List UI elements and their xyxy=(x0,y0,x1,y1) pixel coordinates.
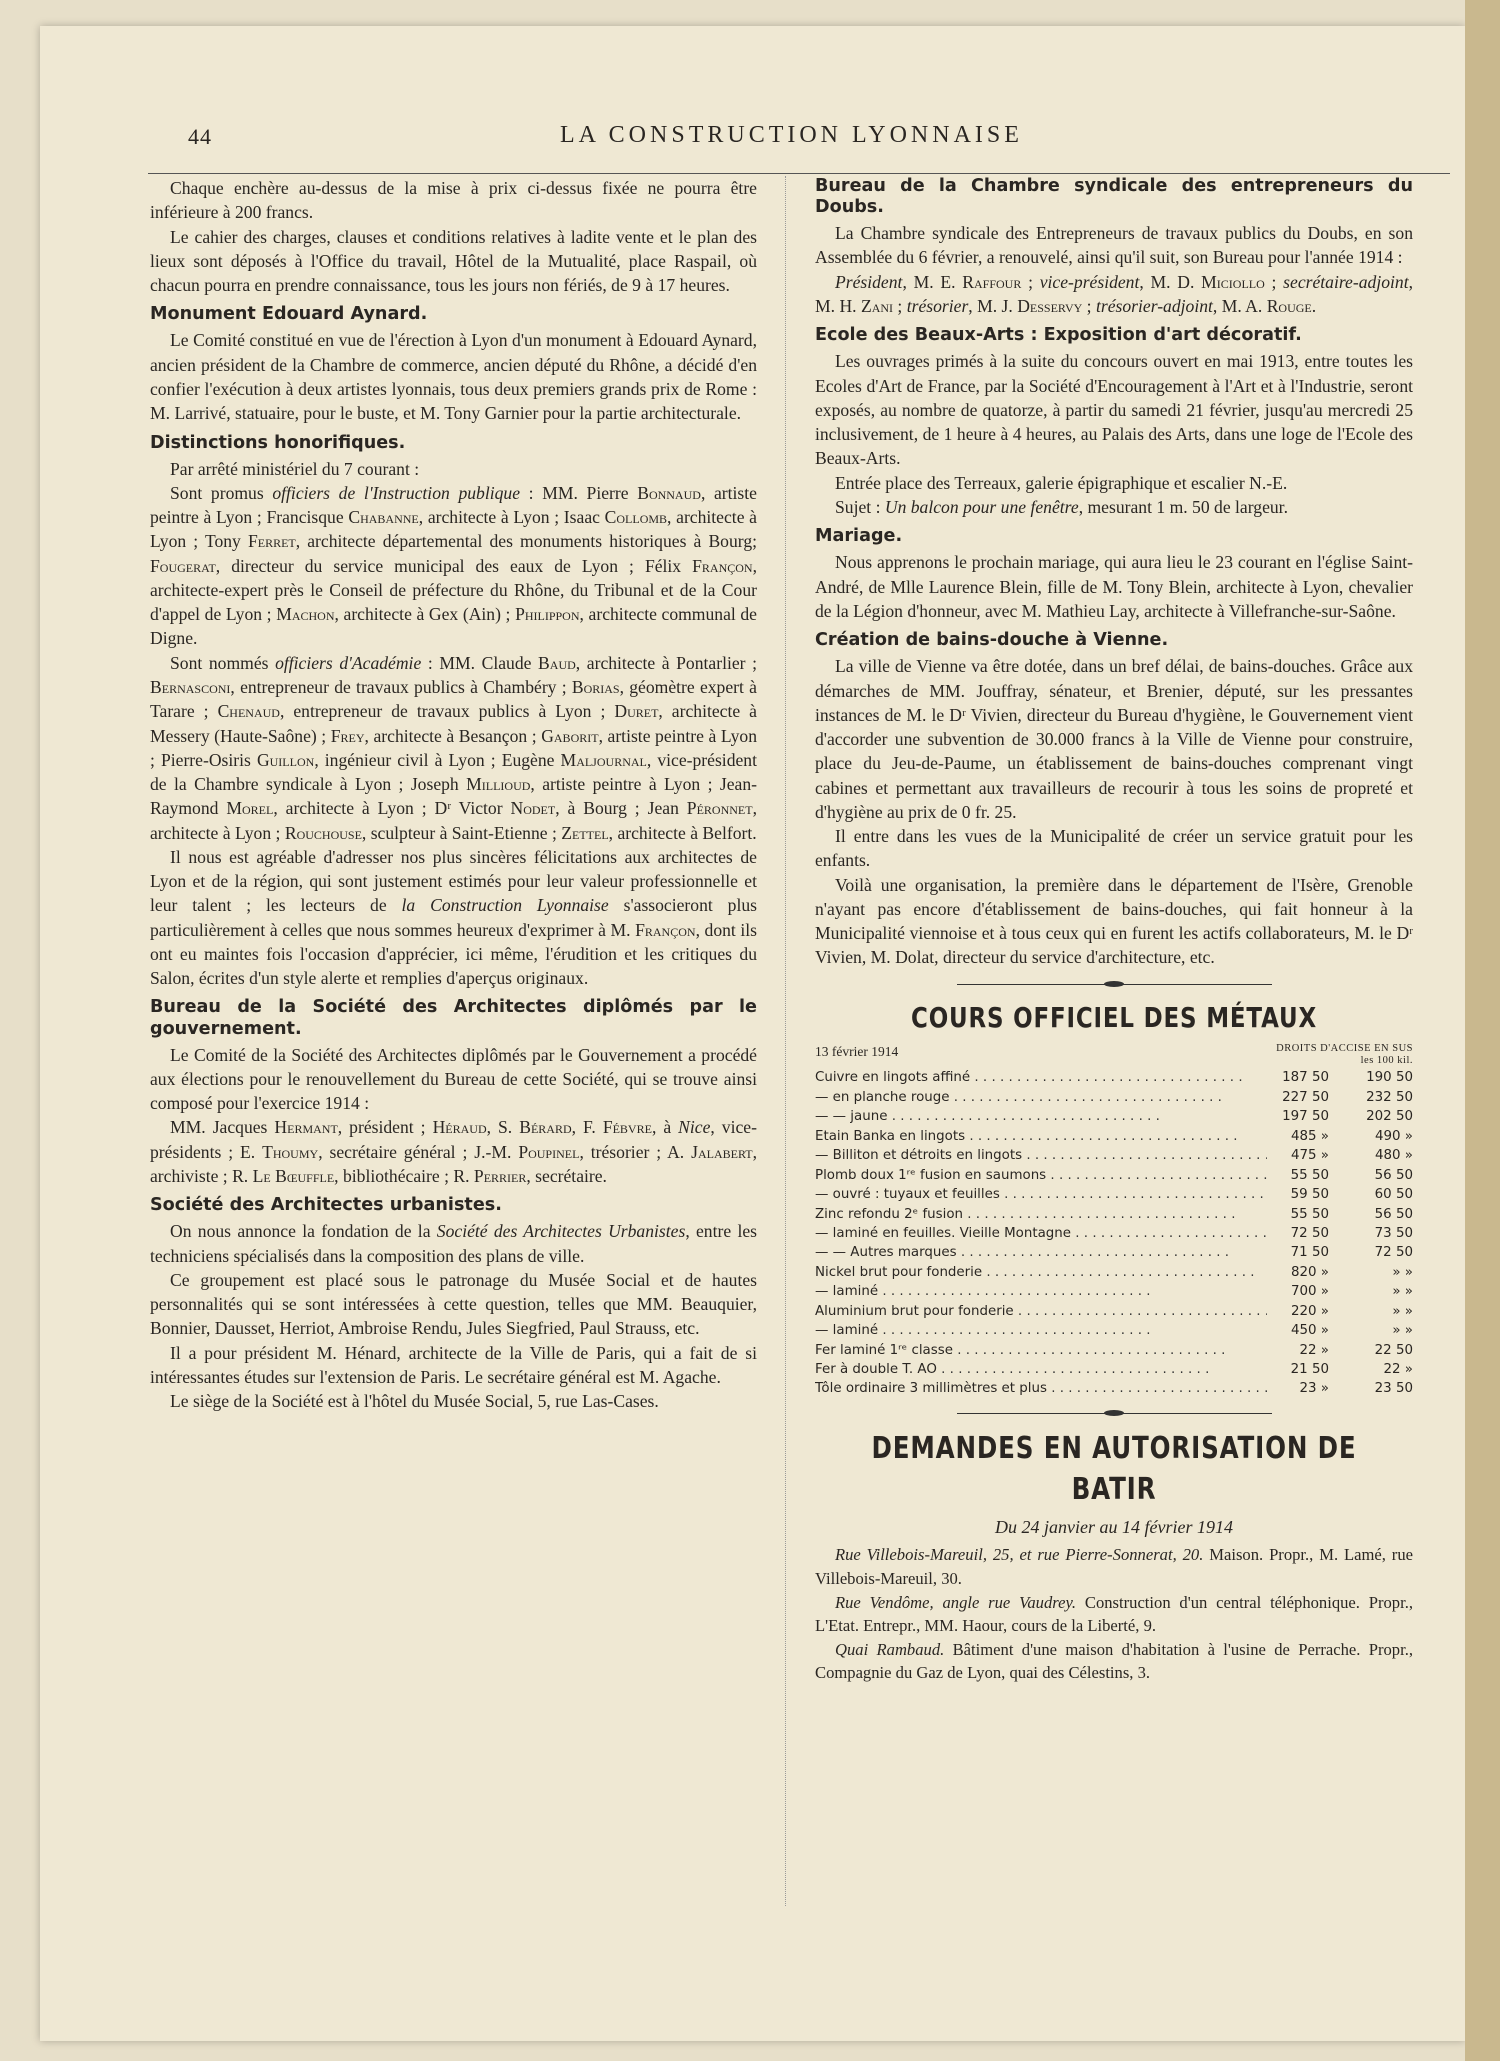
permit-entry: Rue Villebois-Mareuil, 25, et rue Pierre-Sonnerat, 20. Maison. Propr., M. Lamé, rue Villebois-Mareuil, 30. xyxy=(815,1545,1413,1589)
journal-title: LA CONSTRUCTION LYONNAISE xyxy=(560,122,1023,148)
metal-row xyxy=(815,1146,1413,1165)
metal-price: 475 » xyxy=(1290,1148,1329,1164)
ornamental-rule xyxy=(957,984,1272,985)
permit-entry: Quai Rambaud. Bâtiment d'une maison d'habitation à l'usine de Perrache. Propr., Compagnie du Gaz de Lyon, quai des Célestins, 3. xyxy=(815,1639,1414,1683)
paragraph-nommes: Sont nommés officiers d'Académie : MM. Claude Baud, architecte à Pontarlier ; Bernasconi, entrepreneur de travaux publics à Chambéry ; Borias, géomètre expert à Tarare ; Chenaud, entrepreneur de travaux publics à Lyon ; Duret, architecte à Messery (Haute-Saône) ; Frey, architecte à Besançon ; Gaborit, artiste peintre à Lyon ; Pierre-Osiris Guillon, ingénieur civil à Lyon ; Eugène Maljournal, vice-président de la Chambre syndicale à Lyon ; Joseph Millioud, artiste peintre à Lyon ; Jean-Raymond Morel, architecte à Lyon ; Dʳ Victor Nodet, à Bourg ; Jean Péronnet, architecte à Lyon ; Rouchouse, sculpteur à Saint-Etienne ; Zettel, architecte à Belfort. xyxy=(150,652,757,843)
metal-name: Cuivre en lingots affiné . . . xyxy=(815,1068,1267,1087)
paragraph: Par arrêté ministériel du 7 courant : xyxy=(170,458,420,479)
section-heading: Bureau de la Chambre syndicale des entrepreneurs du Doubs. xyxy=(815,176,1413,218)
paragraph: La ville de Vienne va être dotée, dans un bref délai, de bains-douches. Grâce aux démarches de MM. Jouffray, sénateur, et Brenier, député, sur les pressantes instances de M. le Dʳ Vivien, directeur du Bureau d'hygiène, le Gouvernement vient d'accorder une subvention de 30.000 francs à la Ville de Vienne pour construire, place du Jeu-de-Paume, un établissement de bains-douches comprenant vingt cabines et permettant aux travailleurs de recourir à tous les soins de propreté et d'hygiène au prix de 0 fr. 25. xyxy=(815,656,1413,822)
paragraph: Il a pour président M. Hénard, architecte de la Ville de Paris, qui a fait de si intéressantes études sur l'extension de Paris. Le secrétaire général est M. Agache. xyxy=(150,1342,757,1387)
permits-list xyxy=(815,1543,1413,1684)
metal-price-with-duty: 490 » xyxy=(1374,1128,1413,1144)
metal-name: — ouvré : tuyaux et feuilles . . . xyxy=(815,1185,1267,1204)
paragraph: Voilà une organisation, la première dans le département de l'Isère, Grenoble n'ayant pas encore d'établissement de bains-douches, qui fait honneur à la Municipalité viennoise et à tous ceux qui en furent les actifs collaborateurs, M. le Dʳ Vivien, M. Dolat, directeur du service d'architecture, etc. xyxy=(815,874,1413,968)
metal-price: 485 » xyxy=(1290,1128,1329,1144)
metal-name: — — Autres marques . . . xyxy=(815,1243,1267,1262)
metal-price-with-duty: 480 » xyxy=(1374,1148,1413,1164)
paragraph: Le cahier des charges, clauses et conditions relatives à ladite vente et le plan des lieux sont déposés à l'Office du travail, Hôtel de la Mutualité, place Raspail, où chacun pourra en prendre connaissance, tous les jours non fériés, de 9 à 17 heures. xyxy=(150,226,757,296)
metal-name: Tôle ordinaire 3 millimètres et plus . . . xyxy=(815,1379,1267,1398)
paragraph: Le Comité de la Société des Architectes diplômés par le Gouvernement a procédé aux élections pour le renouvellement du Bureau de cette Société, qui se trouve ainsi composé pour l'exercice 1914 : xyxy=(150,1044,757,1114)
metal-price-with-duty: 72 50 xyxy=(1374,1245,1413,1261)
metal-price: 450 » xyxy=(1290,1323,1329,1339)
metals-date: 13 février 1914 xyxy=(815,1044,899,1060)
metal-name: — — jaune . . . xyxy=(815,1107,1267,1126)
metal-price: 700 » xyxy=(1290,1284,1329,1300)
header-rule xyxy=(148,173,1450,174)
metal-row xyxy=(815,1127,1413,1146)
metal-row xyxy=(815,1107,1413,1126)
metal-price-with-duty: 190 50 xyxy=(1366,1070,1413,1086)
page-number: 44 xyxy=(188,124,212,149)
metal-row xyxy=(815,1205,1413,1224)
metal-price-with-duty: » » xyxy=(1392,1303,1413,1319)
metal-name: Nickel brut pour fonderie . . . xyxy=(815,1263,1267,1282)
metal-row xyxy=(815,1341,1413,1360)
paragraph: Sujet : Un balcon pour une fenêtre, mesurant 1 m. 50 de largeur. xyxy=(835,496,1288,517)
paragraph: Nous apprenons le prochain mariage, qui aura lieu le 23 courant en l'église Saint-André, de Mlle Laurence Blein, fille de M. Tony Blein, architecte à Lyon, chevalier de la Légion d'honneur, avec M. Mathieu Lay, architecte à Villefranche-sur-Saône. xyxy=(815,552,1413,621)
paragraph-doubs-bureau: Président, M. E. Raffour ; vice-président, M. D. Miciollo ; secrétaire-adjoint, M. H. Zani ; trésorier, M. J. Desservy ; trésorier-adjoint, M. A. Rouge. xyxy=(815,271,1413,317)
paragraph: On nous annonce la fondation de la Société des Architectes Urbanistes, entre les techniciens spécialisés dans la composition des plans de ville. xyxy=(150,1221,757,1266)
metal-row xyxy=(815,1243,1413,1262)
metal-price-with-duty: 60 50 xyxy=(1374,1187,1413,1203)
paragraph: La Chambre syndicale des Entrepreneurs de travaux publics du Doubs, en son Assemblée du 6 février, a renouvelé, ainsi qu'il suit, son Bureau pour l'année 1914 : xyxy=(815,223,1413,268)
metal-price: 22 » xyxy=(1299,1342,1329,1358)
paragraph: Chaque enchère au-dessus de la mise à prix ci-dessus fixée ne pourra être inférieure à 200 francs. xyxy=(150,178,757,223)
metal-price: 187 50 xyxy=(1282,1070,1329,1086)
section-heading: Création de bains-douche à Vienne. xyxy=(815,630,1169,651)
metal-price: 72 50 xyxy=(1290,1225,1329,1241)
metal-name: Etain Banka en lingots . . . xyxy=(815,1127,1267,1146)
metal-name: — Billiton et détroits en lingots . . . xyxy=(815,1146,1267,1165)
paragraph: Ce groupement est placé sous le patronage du Musée Social et de hautes personnalités qui se sont intéressées à cette question, telles que MM. Beauquier, Bonnier, Dausset, Herriot, Ambroise Rendu, Jules Siegfried, Paul Strauss, etc. xyxy=(150,1269,757,1339)
metal-name: — laminé en feuilles. Vieille Montagne . . . xyxy=(815,1224,1267,1243)
metal-name: — en planche rouge . . . xyxy=(815,1088,1267,1107)
metal-row xyxy=(815,1068,1413,1087)
metal-row xyxy=(815,1360,1413,1379)
paragraph-bureau: MM. Jacques Hermant, président ; Héraud, S. Bérard, F. Fébvre, à Nice, vice-présidents ; E. Thoumy, secrétaire général ; J.-M. Poupinel, trésorier ; A. Jalabert, archiviste ; R. Le Bœuffle, bibliothécaire ; R. Perrier, secrétaire. xyxy=(150,1117,757,1186)
metal-name: Fer à double T. AO . . . xyxy=(815,1360,1267,1379)
metal-price-with-duty: 56 50 xyxy=(1374,1167,1413,1183)
metals-table xyxy=(815,1068,1413,1398)
metal-row xyxy=(815,1379,1413,1398)
binding-edge xyxy=(1465,0,1500,2061)
metal-name: Aluminium brut pour fonderie . . . xyxy=(815,1302,1267,1321)
metal-price: 220 » xyxy=(1290,1303,1329,1319)
metal-price-with-duty: 73 50 xyxy=(1374,1225,1413,1241)
permits-date-range: Du 24 janvier au 14 février 1914 xyxy=(995,1516,1233,1537)
right-column xyxy=(815,176,1413,1685)
metals-column-head: DROITS D'ACCISE EN SUS les 100 kil. xyxy=(1276,1043,1413,1066)
metal-price-with-duty: » » xyxy=(1392,1323,1413,1339)
column-rule xyxy=(785,176,786,1906)
section-heading: Monument Edouard Aynard. xyxy=(150,304,428,325)
paragraph: Entrée place des Terreaux, galerie épigraphique et escalier N.-E. xyxy=(835,472,1288,493)
metal-price: 820 » xyxy=(1290,1264,1329,1280)
metal-price: 227 50 xyxy=(1282,1089,1329,1105)
metal-price: 197 50 xyxy=(1282,1109,1329,1125)
metal-price-with-duty: 56 50 xyxy=(1374,1206,1413,1222)
section-heading: Ecole des Beaux-Arts : Exposition d'art décoratif. xyxy=(815,325,1302,346)
section-heading: Bureau de la Société des Architectes diplômés par le gouvernement. xyxy=(150,997,757,1039)
metal-name: Zinc refondu 2ᵉ fusion . . . xyxy=(815,1205,1267,1224)
metal-price-with-duty: 23 50 xyxy=(1374,1381,1413,1397)
left-column xyxy=(150,176,757,1414)
metal-row xyxy=(815,1282,1413,1301)
metal-price: 59 50 xyxy=(1290,1187,1329,1203)
ornamental-rule xyxy=(957,1413,1272,1414)
paragraph-felicitations: Il nous est agréable d'adresser nos plus sincères félicitations aux architectes de Lyon et de la région, qui sont justement estimés pour leur valeur professionnelle et leur talent ; les lecteurs de la Construction Lyonnaise s'associeront plus particulièrement à celles que nous sommes heureux d'exprimer à M. Françon, dont ils ont eu maintes fois l'occasion d'apprécier, ici même, l'érudition et les critiques du Salon, écrites d'un style alerte et remplies d'aperçus originaux. xyxy=(150,846,757,989)
metals-header xyxy=(815,1043,1413,1066)
permit-entry: Rue Vendôme, angle rue Vaudrey. Construction d'un central téléphonique. Propr., L'Etat. Entrepr., MM. Haour, cours de la Liberté, 9. xyxy=(815,1592,1413,1636)
metal-name: — laminé . . . xyxy=(815,1321,1267,1340)
metal-price: 21 50 xyxy=(1290,1362,1329,1377)
metal-name: Fer laminé 1ʳᵉ classe . . . xyxy=(815,1341,1267,1360)
metal-row xyxy=(815,1302,1413,1321)
metals-title: COURS OFFICIEL DES MÉTAUX xyxy=(911,1000,1317,1034)
section-heading: Mariage. xyxy=(815,526,903,547)
metal-price: 23 » xyxy=(1299,1381,1329,1397)
permits-title: DEMANDES EN AUTORISATION DE BATIR xyxy=(871,1430,1357,1508)
metal-price-with-duty: 22 » xyxy=(1383,1362,1413,1377)
metal-row xyxy=(815,1088,1413,1107)
metal-row xyxy=(815,1185,1413,1204)
metal-price: 55 50 xyxy=(1290,1206,1329,1222)
metal-price-with-duty: 22 50 xyxy=(1374,1342,1413,1358)
metal-row xyxy=(815,1263,1413,1282)
paragraph: Les ouvrages primés à la suite du concours ouvert en mai 1913, entre toutes les Ecoles d'Art de France, par la Société d'Encouragement à l'Art et à l'Industrie, seront exposés, au nombre de quatorze, à partir du samedi 21 février, jusqu'au mercredi 25 inclusivement, de 1 heure à 4 heures, au Palais des Arts, dans une loge de l'Ecole des Beaux-Arts. xyxy=(815,351,1413,469)
metal-row xyxy=(815,1224,1413,1243)
paragraph: Le Comité constitué en vue de l'érection à Lyon d'un monument à Edouard Aynard, ancien président de la Chambre de commerce, ancien député du Rhône, a décidé d'en confier l'exécution à deux artistes lyonnais, tous deux premiers grands prix de Rome : M. Larrivé, statuaire, pour le buste, et M. Tony Garnier pour la partie architecturale. xyxy=(150,330,757,424)
paragraph: Le siège de la Société est à l'hôtel du Musée Social, 5, rue Las-Cases. xyxy=(170,1391,659,1412)
metal-name: Plomb doux 1ʳᵉ fusion en saumons . . . xyxy=(815,1166,1267,1185)
paragraph-promus: Sont promus officiers de l'Instruction publique : MM. Pierre Bonnaud, artiste peintre à Lyon ; Francisque Chabanne, architecte à Lyon ; Isaac Collomb, architecte à Lyon ; Tony Ferret, architecte départemental des monuments historiques à Bourg; Fougerat, directeur du service municipal des eaux de Lyon ; Félix Françon, architecte-expert près le Conseil de préfecture du Rhône, du Tribunal et de la Cour d'appel de Lyon ; Machon, architecte à Gex (Ain) ; Philippon, architecte communal de Digne. xyxy=(150,482,757,649)
metal-price-with-duty: 232 50 xyxy=(1366,1089,1413,1105)
metal-price-with-duty: 202 50 xyxy=(1366,1109,1413,1125)
paragraph: Il entre dans les vues de la Municipalité de créer un service gratuit pour les enfants. xyxy=(815,826,1413,871)
metal-row xyxy=(815,1321,1413,1340)
metal-name: — laminé . . . xyxy=(815,1282,1267,1301)
metal-row xyxy=(815,1166,1413,1185)
section-heading: Distinctions honorifiques. xyxy=(150,432,406,453)
metal-price: 71 50 xyxy=(1290,1245,1329,1261)
metal-price-with-duty: » » xyxy=(1392,1284,1413,1300)
metal-price: 55 50 xyxy=(1290,1167,1329,1183)
section-heading: Société des Architectes urbanistes. xyxy=(150,1195,502,1216)
metal-price-with-duty: » » xyxy=(1392,1264,1413,1280)
